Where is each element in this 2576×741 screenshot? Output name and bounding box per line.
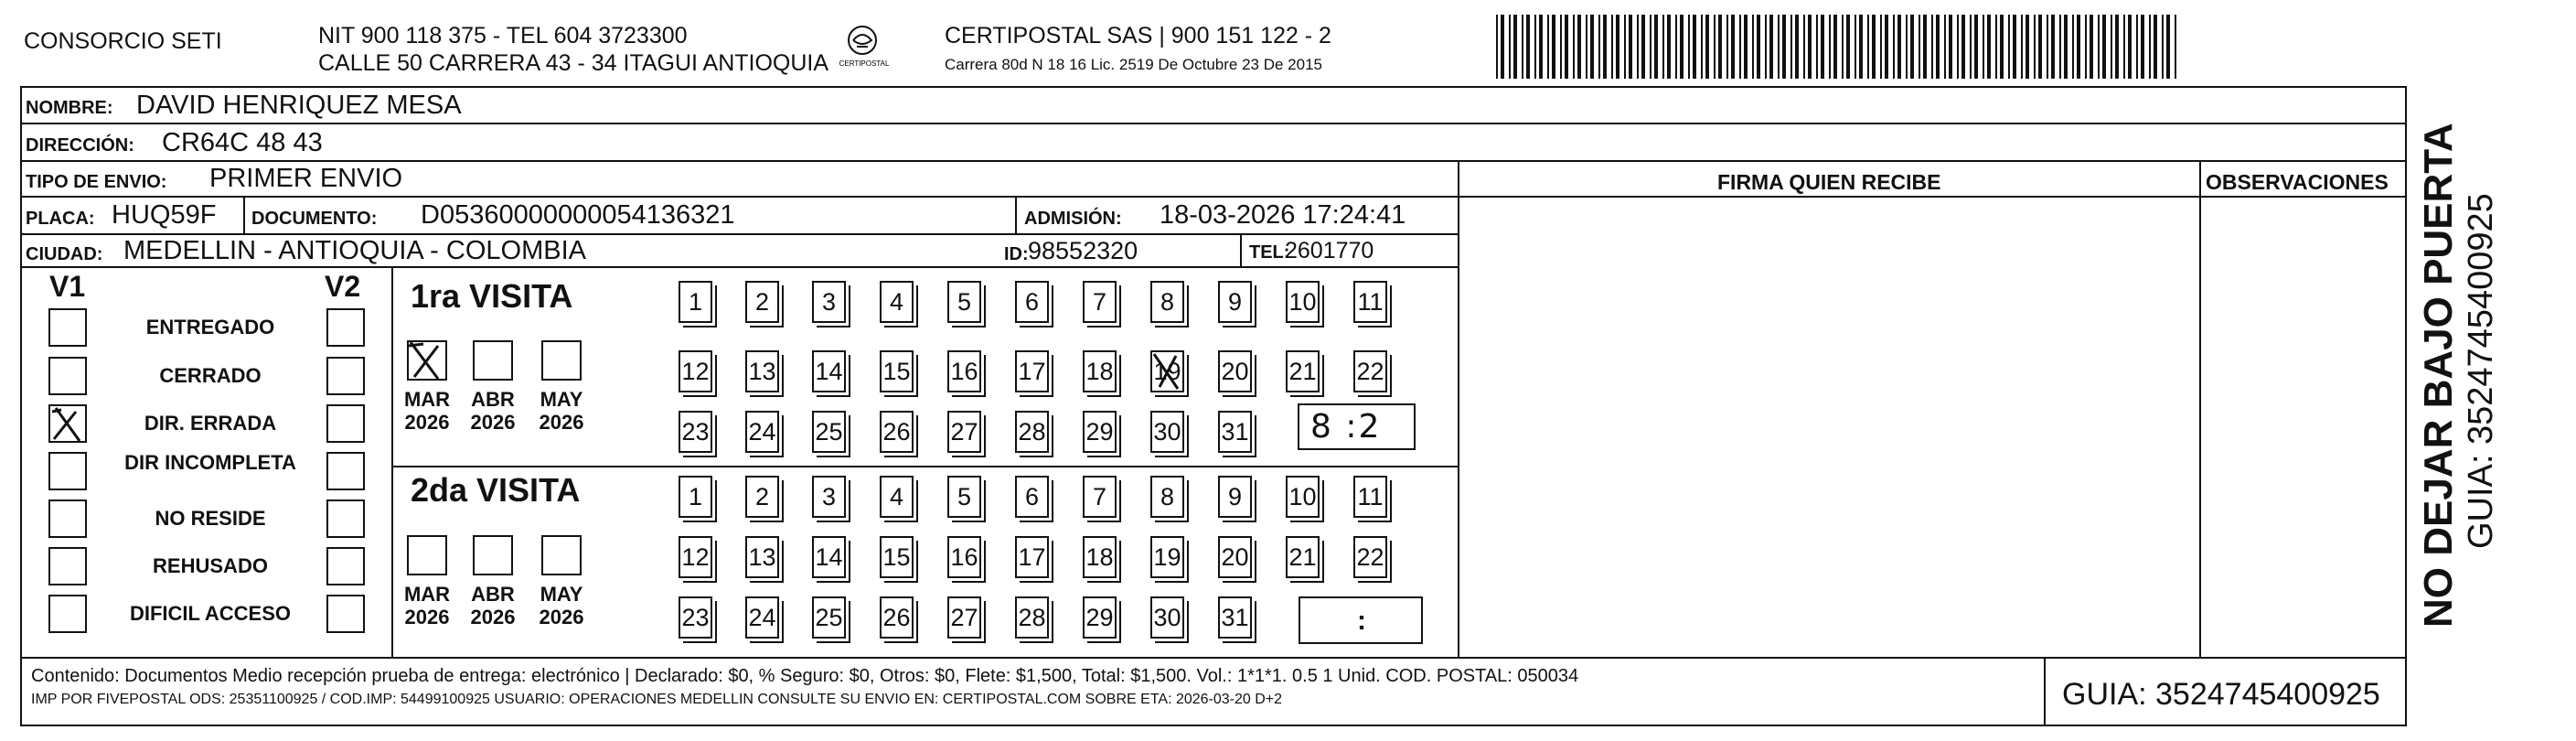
visit2-time-box[interactable] (1299, 596, 1423, 644)
visit2-day-checkbox[interactable]: 21 (1286, 536, 1320, 578)
visit2-day-checkbox[interactable]: 24 (745, 596, 779, 639)
visit1-day-checkbox[interactable]: 29 (1083, 411, 1117, 453)
visit1-month-label: MAR 2026 (403, 388, 451, 435)
visit2-day-checkbox[interactable]: 4 (880, 476, 914, 518)
barcode-bar (1501, 15, 1504, 79)
visit1-day-checkbox[interactable]: 4 (880, 281, 914, 323)
footer-guia: GUIA: 3524745400925 (2062, 677, 2380, 712)
barcode-bar (2051, 15, 2055, 79)
visit2-day-checkbox[interactable]: 30 (1150, 596, 1184, 639)
visit2-day-checkbox[interactable]: 28 (1015, 596, 1049, 639)
visit2-day-checkbox[interactable]: 31 (1218, 596, 1252, 639)
v2-header: V2 (325, 270, 361, 303)
visit2-month-checkbox[interactable] (541, 535, 582, 575)
barcode-bar (1803, 15, 1805, 79)
barcode-bar (2162, 15, 2164, 79)
barcode-bar (1718, 15, 1722, 79)
city-label: CIUDAD: (26, 244, 103, 264)
v1-checkbox[interactable] (48, 357, 87, 395)
visit2-day-checkbox[interactable]: 7 (1083, 476, 1117, 518)
barcode-bar (1539, 15, 1543, 79)
barcode-bar (2102, 15, 2106, 79)
checkmark-icon (48, 404, 87, 443)
status-label: CERRADO (159, 364, 262, 387)
barcode-bar (2026, 15, 2029, 79)
visit1-day-checkbox[interactable]: 22 (1353, 350, 1387, 392)
barcode-bar (1624, 15, 1626, 79)
visit2-month-label: MAR 2026 (403, 583, 451, 629)
barcode-bar (1855, 15, 1856, 79)
visit1-day-checkbox[interactable]: 25 (812, 411, 846, 453)
barcode-bar (1675, 15, 1677, 79)
id-label: ID: (1004, 244, 1029, 264)
barcode-bar (1906, 15, 1908, 79)
visit2-day-checkbox[interactable]: 18 (1083, 536, 1117, 578)
visit2-day-checkbox[interactable]: 5 (947, 476, 981, 518)
barcode-bar (1705, 15, 1709, 79)
visit1-day-checkbox[interactable]: 26 (880, 411, 914, 453)
barcode-bar (2166, 15, 2170, 79)
visit2-title: 2da VISITA (411, 471, 581, 509)
visit1-title: 1ra VISITA (411, 277, 573, 315)
visit1-day-checkbox[interactable]: 16 (947, 350, 981, 392)
barcode-bar (1726, 15, 1728, 79)
v1-checkbox[interactable] (48, 452, 87, 490)
barcode-bar (1513, 15, 1517, 79)
barcode-bar (1565, 15, 1568, 79)
certipostal-logo (823, 20, 905, 75)
visit2-day-checkbox[interactable]: 20 (1218, 536, 1252, 578)
nit-line: NIT 900 118 375 - TEL 604 3723300 (318, 23, 688, 48)
visit1-day-checkbox[interactable]: 21 (1286, 350, 1320, 392)
barcode-bar (2111, 15, 2112, 79)
barcode-bar (1573, 15, 1575, 79)
barcode-bar (1867, 15, 1869, 79)
visit1-day-checkbox[interactable]: 8 (1150, 281, 1184, 323)
barcode-bar (1782, 15, 1786, 79)
barcode-bar (1949, 15, 1952, 79)
barcode-bar (1552, 15, 1555, 79)
side-guia: GUIA: 3524745400925 (2462, 193, 2500, 549)
barcode-bar (2072, 15, 2074, 79)
visit1-month-checkbox[interactable] (407, 340, 447, 381)
v1-checkbox[interactable] (48, 499, 87, 538)
barcode-bar (1893, 15, 1895, 79)
barcode-bar (1885, 15, 1888, 79)
visit2-day-checkbox[interactable]: 26 (880, 596, 914, 639)
visit1-time-box[interactable] (1298, 403, 1416, 450)
visit1-time: 8 :2 (1310, 408, 1382, 446)
barcode-bar (1641, 15, 1645, 79)
barcode-bar (1919, 15, 1920, 79)
v2-checkbox[interactable] (326, 595, 365, 633)
name-label: NOMBRE: (26, 98, 113, 118)
visit2-day-checkbox[interactable]: 22 (1353, 536, 1387, 578)
type-label: TIPO DE ENVIO: (26, 172, 167, 192)
v2-checkbox[interactable] (326, 357, 365, 395)
barcode-bar (1944, 15, 1946, 79)
city-value: MEDELLIN - ANTIOQUIA - COLOMBIA (123, 236, 586, 265)
barcode-bar (1983, 15, 1984, 79)
admission-value: 18-03-2026 17:24:41 (1160, 200, 1406, 230)
visit1-day-checkbox[interactable]: 11 (1353, 281, 1387, 323)
barcode-bar (1662, 15, 1664, 79)
barcode-bar (1778, 15, 1780, 79)
visit2-day-checkbox[interactable]: 19 (1150, 536, 1184, 578)
tel-label: TEL: (1249, 242, 1290, 263)
visit1-day-checkbox[interactable]: 17 (1015, 350, 1049, 392)
barcode-bar (1957, 15, 1959, 79)
visit1-month-checkbox[interactable] (473, 340, 513, 381)
visit2-day-checkbox[interactable]: 9 (1218, 476, 1252, 518)
visit1-day-checkbox[interactable]: 18 (1083, 350, 1117, 392)
status-label: ENTREGADO (145, 316, 275, 338)
barcode-bar (1974, 15, 1978, 79)
barcode-bar (1936, 15, 1940, 79)
v2-checkbox[interactable] (326, 547, 365, 585)
barcode-bar (1526, 15, 1530, 79)
v1-header: V1 (49, 270, 86, 303)
visit2-day-checkbox[interactable]: 27 (947, 596, 981, 639)
visit2-day-checkbox[interactable]: 29 (1083, 596, 1117, 639)
barcode-bar (1880, 15, 1882, 79)
v2-checkbox[interactable] (326, 404, 365, 443)
barcode-bar (1808, 15, 1812, 79)
visit2-day-checkbox[interactable]: 25 (812, 596, 846, 639)
barcode-bar (1637, 15, 1639, 79)
visit1-day-checkbox[interactable]: 23 (679, 411, 712, 453)
barcode-bar (1970, 15, 1972, 79)
barcode-bar (1765, 15, 1767, 79)
barcode-bar (1769, 15, 1773, 79)
barcode-bar (1987, 15, 1991, 79)
status-label: DIFICIL ACCESO (129, 602, 291, 625)
visit2-day-checkbox[interactable]: 2 (745, 476, 779, 518)
visit1-day-checkbox[interactable]: 19 (1150, 350, 1184, 392)
barcode-bar (2128, 15, 2132, 79)
barcode-bar (1654, 15, 1658, 79)
barcode-bar (1846, 15, 1850, 79)
barcode-bar (2175, 15, 2176, 79)
visit1-month-checkbox[interactable] (541, 340, 582, 381)
barcode-bar (2064, 15, 2068, 79)
visit2-day-checkbox[interactable]: 11 (1353, 476, 1387, 518)
barcode-bar (1731, 15, 1735, 79)
v1-checkbox[interactable] (48, 595, 87, 633)
barcode-bar (2149, 15, 2151, 79)
company-name: CONSORCIO SETI (24, 28, 222, 54)
visit1-day-checkbox[interactable]: 9 (1218, 281, 1252, 323)
visit2-day-checkbox[interactable]: 12 (679, 536, 712, 578)
barcode-bar (1650, 15, 1651, 79)
shipment-type: PRIMER ENVIO (209, 164, 403, 193)
visit1-day-checkbox[interactable]: 7 (1083, 281, 1117, 323)
visit1-day-checkbox[interactable]: 31 (1218, 411, 1252, 453)
barcode-bar (2008, 15, 2010, 79)
status-label: REHUSADO (153, 554, 268, 577)
barcode-bar (2123, 15, 2125, 79)
content-line: Contenido: Documentos Medio recepción prueba de entrega: electrónico | Declarado: $0, % Seguro: $0, Otros: $0, Flete: $1,500, Total: $1,500. Vol.: 1*1*1. 0.5 1 Unid. COD. POSTAL: 050034 (31, 666, 1579, 686)
visit1-day-checkbox[interactable]: 10 (1286, 281, 1320, 323)
visit2-day-checkbox[interactable]: 13 (745, 536, 779, 578)
visit1-day-checkbox[interactable]: 5 (947, 281, 981, 323)
visit1-day-checkbox[interactable]: 13 (745, 350, 779, 392)
visit1-day-checkbox[interactable]: 15 (880, 350, 914, 392)
visit1-day-checkbox[interactable]: 24 (745, 411, 779, 453)
barcode-bar (1534, 15, 1536, 79)
barcode-bar (1598, 15, 1600, 79)
visit2-time: : (1357, 606, 1366, 636)
visit2-day-checkbox[interactable]: 15 (880, 536, 914, 578)
visit1-day-checkbox[interactable]: 1 (679, 281, 712, 323)
barcode-bar (1693, 15, 1696, 79)
barcode-bar (1842, 15, 1844, 79)
barcode-bar (1833, 15, 1837, 79)
id-value: 98552320 (1028, 237, 1138, 264)
visit1-day-checkbox[interactable]: 20 (1218, 350, 1252, 392)
visit1-day-checkbox[interactable]: 28 (1015, 411, 1049, 453)
barcode-bar (1897, 15, 1901, 79)
barcode-bar (2098, 15, 2100, 79)
visit1-day-checkbox[interactable]: 3 (812, 281, 846, 323)
imp-line: IMP POR FIVEPOSTAL ODS: 25351100925 / COD.IMP: 54499100925 USUARIO: OPERACIONES MEDELLIN CONSULTE SU ENVIO EN: CERTIPOSTAL.COM SOBRE ETA: 2026-03-20 D+2 (31, 692, 1283, 707)
v1-checkbox[interactable] (48, 547, 87, 585)
visit2-month-label: MAY 2026 (539, 583, 584, 629)
checkmark-icon (407, 340, 447, 381)
barcode-bar (2047, 15, 2048, 79)
visit2-day-checkbox[interactable]: 1 (679, 476, 712, 518)
visit2-day-checkbox[interactable]: 10 (1286, 476, 1320, 518)
barcode-bar (1757, 15, 1760, 79)
barcode-bar (2034, 15, 2036, 79)
barcode-bar (1744, 15, 1748, 79)
barcode-bar (1560, 15, 1562, 79)
visit1-day-checkbox[interactable]: 6 (1015, 281, 1049, 323)
admission-label: ADMISIÓN: (1024, 209, 1122, 229)
document-label: DOCUMENTO: (251, 209, 378, 229)
v2-checkbox[interactable] (326, 452, 365, 490)
plate-value: HUQ59F (112, 200, 217, 230)
barcode-bar (1590, 15, 1594, 79)
barcode-bar (2085, 15, 2087, 79)
barcode-bar (1931, 15, 1933, 79)
visit2-day-checkbox[interactable]: 14 (812, 536, 846, 578)
barcode-bar (2059, 15, 2061, 79)
barcode-bar (1667, 15, 1671, 79)
license-line: Carrera 80d N 18 16 Lic. 2519 De Octubre 23 De 2015 (945, 56, 1322, 73)
observations-header: OBSERVACIONES (2206, 170, 2389, 194)
barcode-bar (1859, 15, 1863, 79)
barcode-bar (1829, 15, 1831, 79)
barcode-bar (2038, 15, 2042, 79)
barcode-bar (2077, 15, 2080, 79)
barcode-bar (1522, 15, 1523, 79)
barcode (1496, 15, 2182, 79)
recipient-name: DAVID HENRIQUEZ MESA (136, 91, 462, 120)
visit1-day-checkbox[interactable]: 30 (1150, 411, 1184, 453)
barcode-bar (1790, 15, 1792, 79)
visit1-day-checkbox[interactable]: 14 (812, 350, 846, 392)
barcode-bar (1752, 15, 1754, 79)
visit2-day-checkbox[interactable]: 16 (947, 536, 981, 578)
barcode-bar (1872, 15, 1876, 79)
barcode-bar (2000, 15, 2004, 79)
barcode-bar (2090, 15, 2093, 79)
document-value: D05360000000054136321 (421, 200, 735, 230)
address-label: DIRECCIÓN: (26, 135, 134, 156)
barcode-bar (1923, 15, 1927, 79)
address-line: CALLE 50 CARRERA 43 - 34 ITAGUI ANTIOQUIA (318, 50, 829, 76)
plate-label: PLACA: (26, 209, 95, 229)
barcode-bar (1688, 15, 1690, 79)
barcode-bar (1577, 15, 1581, 79)
visit2-day-checkbox[interactable]: 3 (812, 476, 846, 518)
barcode-bar (1616, 15, 1619, 79)
visit1-day-checkbox[interactable]: 27 (947, 411, 981, 453)
barcode-bar (1586, 15, 1587, 79)
visit2-month-label: ABR 2026 (470, 583, 516, 629)
visit1-day-checkbox[interactable]: 2 (745, 281, 779, 323)
barcode-bar (1603, 15, 1607, 79)
tel-value: 2601770 (1285, 238, 1374, 263)
status-label: DIR. ERRADA (144, 412, 277, 435)
barcode-bar (1714, 15, 1716, 79)
barcode-bar (1611, 15, 1613, 79)
barcode-bar (1547, 15, 1549, 79)
logo-text: CERTIPOSTAL (839, 59, 890, 68)
status-label: NO RESIDE (155, 507, 266, 530)
barcode-bar (1739, 15, 1741, 79)
visit2-day-checkbox[interactable]: 23 (679, 596, 712, 639)
barcode-bar (1821, 15, 1824, 79)
status-label: DIR INCOMPLETA (124, 451, 296, 474)
visit1-day-checkbox[interactable]: 12 (679, 350, 712, 392)
barcode-bar (1910, 15, 1914, 79)
visit2-month-checkbox[interactable] (407, 535, 447, 575)
visit2-day-checkbox[interactable]: 6 (1015, 476, 1049, 518)
v2-checkbox[interactable] (326, 499, 365, 538)
signature-header: FIRMA QUIEN RECIBE (1717, 170, 1941, 194)
barcode-bar (1795, 15, 1799, 79)
barcode-bar (2115, 15, 2119, 79)
no-under-door-warning: NO DEJAR BAJO PUERTA (2416, 123, 2461, 628)
barcode-bar (2154, 15, 2157, 79)
barcode-bar (2141, 15, 2144, 79)
barcode-bar (1629, 15, 1632, 79)
barcode-bar (1701, 15, 1703, 79)
barcode-bar (1995, 15, 1997, 79)
recipient-address: CR64C 48 43 (162, 128, 323, 157)
barcode-bar (1961, 15, 1965, 79)
barcode-bar (1496, 15, 1498, 79)
visit2-day-checkbox[interactable]: 17 (1015, 536, 1049, 578)
barcode-bar (2021, 15, 2023, 79)
v2-checkbox[interactable] (326, 308, 365, 347)
visit2-day-checkbox[interactable]: 8 (1150, 476, 1184, 518)
visit1-month-label: MAY 2026 (539, 388, 584, 435)
barcode-bar (2013, 15, 2016, 79)
barcode-bar (1816, 15, 1818, 79)
barcode-bar (1680, 15, 1683, 79)
barcode-bar (2136, 15, 2138, 79)
certipostal-line: CERTIPOSTAL SAS | 900 151 122 - 2 (945, 23, 1331, 48)
visit2-month-checkbox[interactable] (473, 535, 513, 575)
v1-checkbox[interactable] (48, 308, 87, 347)
visit1-month-label: ABR 2026 (470, 388, 516, 435)
v1-checkbox[interactable] (48, 404, 87, 443)
barcode-bar (1509, 15, 1511, 79)
